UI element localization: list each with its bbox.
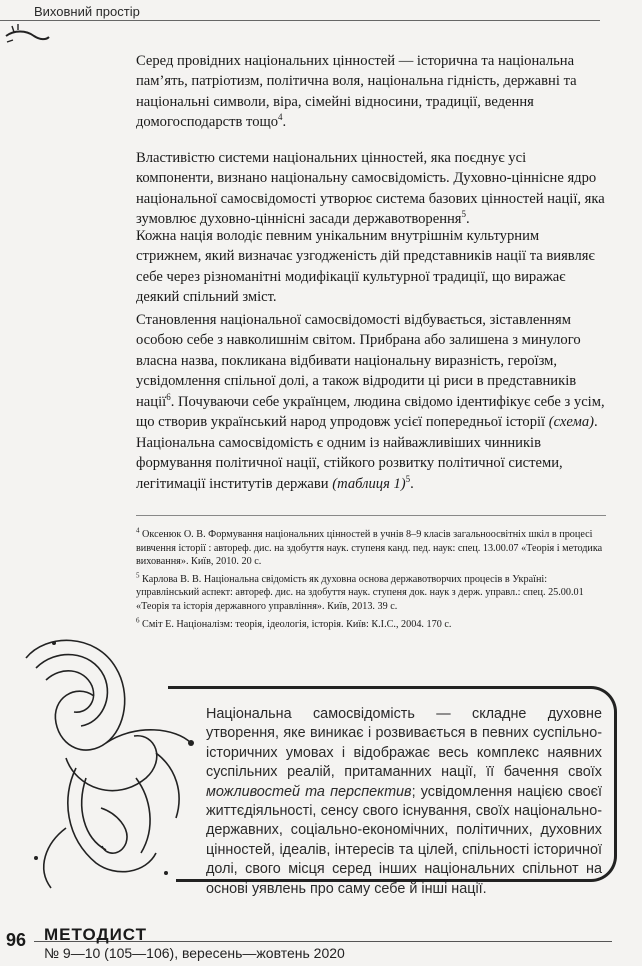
magazine-logo: МЕТОДИСТ [44,925,148,944]
footnote-6: $^6$ Сміт Е. Націоналізм: теорія, ідеологія, історія. Київ: К.І.С., 2004. 170 с. [136,616,452,630]
footnote-5: $^5$ Карлова В. В. Національна свідомість як духовна основа державотворчих процесів в Україні: управлінський аспект: автореф. дис. на здобуття наук. ступеня док. наук з держ. управл.: спец. 25.00.01 «Теорія та історія державного управління». Київ, 2013. 39 с. [136,571,584,612]
paragraph-2: Властивістю системи національних цінностей, яка поєднує усі компоненти, визнано національну самосвідомість. Духовно-ціннісне ядро національної самосвідомості утворює система базових цінностей нації, яка зумовлює духовно-ціннісні засади державотворення$^5$. [136,150,605,228]
footnote-4: $^4$ Оксенюк О. В. Формування національних цінностей в учнів 8–9 класів загальноосвітніх шкіл в процесі вивчення історії : автореф. дис. на здобуття наук. ступеня канд. пед. наук: спец. 13.00.07 «Теорія і методика виховання». Київ, 2010. 20 с. [136,526,603,568]
page-number: 96 [6,930,27,950]
header-rule [0,20,600,21]
paragraph-4: Становлення національної самосвідомості відбувається, зіставленням особою себе з навколишнім світом. Прибрана або залишена з минулого власна назва, покликана відбивати національну виразність, героїзм, усвідомлення спільної долі, а також відродити ці риси в представників нації$^6$. Почуваючи себе українцем, людина свідомо ідентифікує себе з усім, що створив український народ упродовж усієї попередньої історії (схема). [136,312,605,431]
paragraph-5: Національна самосвідомість є одним із найважливіших чинників формування політичної нації, стійкого розвитку політичної системи, легітимації інститутів держави (таблиця 1)$^5$. [136,435,563,492]
running-header: Виховний простір [34,4,140,19]
paragraph-1: Серед провідних національних цінностей — історична та національна пам’ять, патріотизм, політична воля, національна гідність, державні та національні символи, віра, сімейні відносини, традиції, ведення домогосподарств тощо$^4$. [136,53,577,131]
paragraph-3: Кожна нація володіє певним унікальним внутрішнім культурним стрижнем, який визначає узгодженість дій представників нації та виявляє себе через різноманітні модифікації культурної традиції, що виражає деякий спільний зміст. [136,228,595,306]
issue-info: № 9—10 (105—106), вересень—жовтень 2020 [44,945,345,961]
footnote-divider [136,515,606,516]
definition-text: Національна самосвідомість — складне духовне утворення, яке виникає і розвивається в певних суспільно-історичних умовах і відображає весь комплекс наявних суспільних реалій, притаманних нації, її бачення своїх можливостей та перспектив; усвідомлення нацією своєї життєдіяльності, сенсу свого існування, своїх національно-державних, соціально-економічних, політичних, духовних цінностей, ідеалів, інтересів та цілей, спільності історичної долі, свого місця серед інших національних спільнот на основі уявлень про саму себе й інші нації. [206,706,602,897]
header-flourish-icon [4,20,50,50]
footnotes [136,528,612,635]
